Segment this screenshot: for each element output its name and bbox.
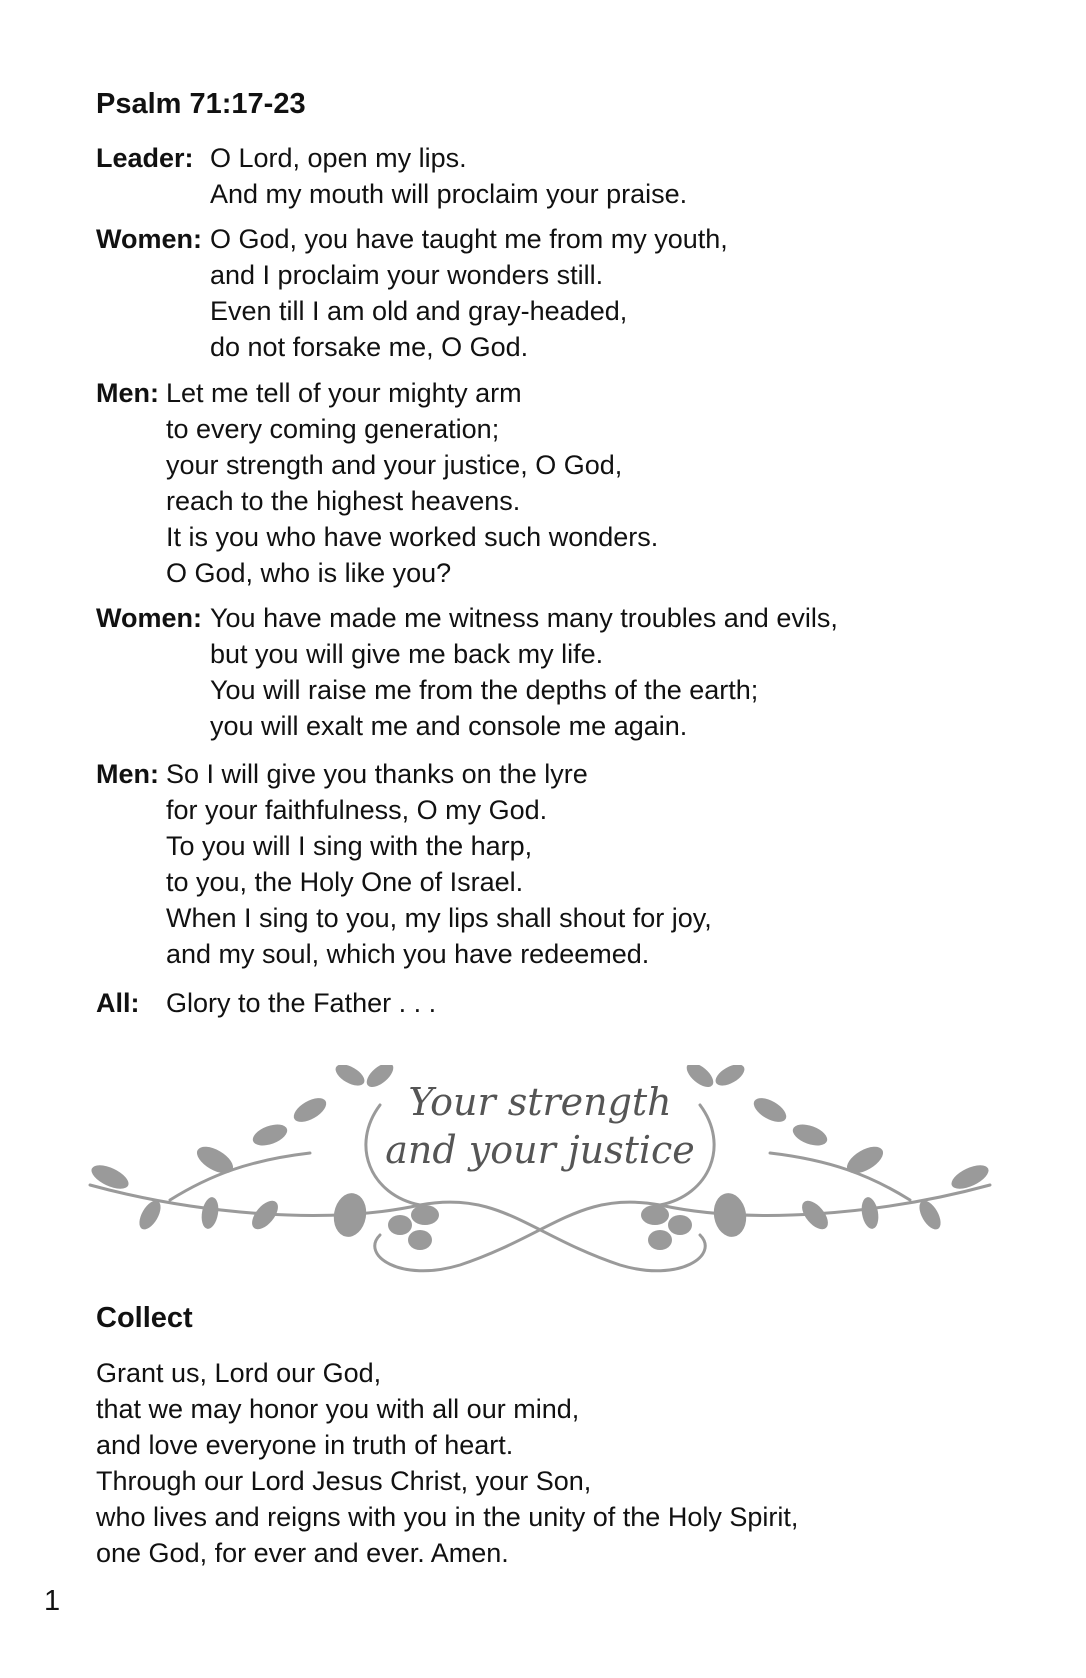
psalm-line: reach to the highest heavens. bbox=[166, 486, 521, 516]
psalm-line: When I sing to you, my lips shall shout for joy, bbox=[166, 903, 712, 933]
psalm-line: To you will I sing with the harp, bbox=[166, 831, 533, 861]
psalm-line: You have made me witness many troubles and evils, bbox=[210, 603, 838, 633]
psalm-line: to you, the Holy One of Israel. bbox=[166, 867, 524, 897]
psalm-line: but you will give me back my life. bbox=[210, 639, 604, 669]
collect-line: that we may honor you with all our mind, bbox=[96, 1394, 580, 1424]
stanza-leader bbox=[96, 140, 687, 212]
vine-ornament bbox=[80, 1065, 1000, 1285]
speaker-label: Men: bbox=[96, 759, 159, 789]
psalm-line: O God, you have taught me from my youth, bbox=[210, 224, 728, 254]
speaker-label: Women: bbox=[96, 224, 202, 254]
psalm-line: Let me tell of your mighty arm bbox=[166, 378, 522, 408]
psalm-line: It is you who have worked such wonders. bbox=[166, 522, 659, 552]
psalm-line: O Lord, open my lips. bbox=[210, 143, 467, 173]
stanza-all bbox=[96, 985, 436, 1021]
psalm-line: Glory to the Father . . . bbox=[166, 988, 437, 1018]
psalm-line: Even till I am old and gray-headed, bbox=[210, 296, 628, 326]
speaker-label: Leader: bbox=[96, 143, 194, 173]
psalm-line: and I proclaim your wonders still. bbox=[210, 260, 604, 290]
psalm-title: Psalm 71:17-23 bbox=[96, 88, 306, 120]
stanza-women-1 bbox=[96, 221, 728, 365]
collect-text bbox=[96, 1355, 798, 1571]
psalm-line: O God, who is like you? bbox=[166, 558, 452, 588]
collect-line: who lives and reigns with you in the unity of the Holy Spirit, bbox=[96, 1502, 799, 1532]
psalm-line: your strength and your justice, O God, bbox=[166, 450, 623, 480]
psalm-line: And my mouth will proclaim your praise. bbox=[210, 179, 688, 209]
page-number: 1 bbox=[44, 1585, 61, 1617]
collect-line: and love everyone in truth of heart. bbox=[96, 1430, 514, 1460]
stanza-men-1 bbox=[96, 375, 658, 591]
speaker-label: All: bbox=[96, 988, 140, 1018]
ornament-line-1: Your strength bbox=[408, 1080, 672, 1124]
ornament-line-2: and your justice bbox=[385, 1128, 695, 1172]
collect-line: Grant us, Lord our God, bbox=[96, 1358, 382, 1388]
psalm-line: So I will give you thanks on the lyre bbox=[166, 759, 588, 789]
psalm-line: to every coming generation; bbox=[166, 414, 500, 444]
collect-title: Collect bbox=[96, 1302, 193, 1334]
psalm-line: for your faithfulness, O my God. bbox=[166, 795, 548, 825]
psalm-line: do not forsake me, O God. bbox=[210, 332, 529, 362]
collect-line: one God, for ever and ever. Amen. bbox=[96, 1538, 509, 1568]
psalm-line: you will exalt me and console me again. bbox=[210, 711, 688, 741]
psalm-line: You will raise me from the depths of the earth; bbox=[210, 675, 759, 705]
stanza-men-2 bbox=[96, 756, 712, 972]
speaker-label: Women: bbox=[96, 603, 202, 633]
stanza-women-2 bbox=[96, 600, 838, 744]
collect-line: Through our Lord Jesus Christ, your Son, bbox=[96, 1466, 592, 1496]
speaker-label: Men: bbox=[96, 378, 159, 408]
psalm-line: and my soul, which you have redeemed. bbox=[166, 939, 650, 969]
